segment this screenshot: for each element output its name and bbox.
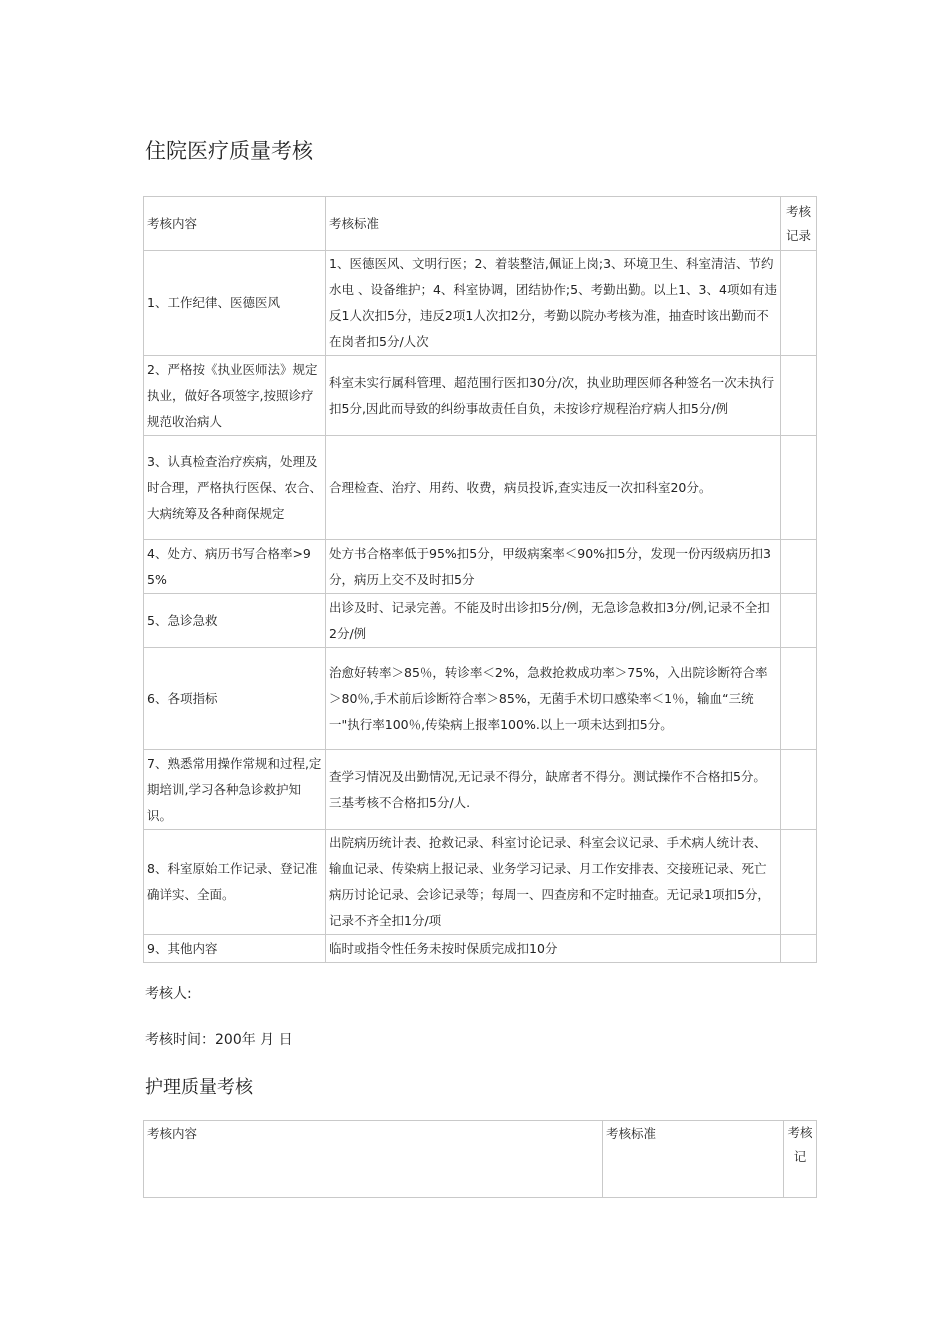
table-row — [144, 540, 817, 594]
row-standard: 处方书合格率低于95%扣5分，甲级病案率＜90%扣5分，发现一份丙级病历扣3分，病历上交不及时扣5分 — [326, 540, 781, 594]
table-row — [144, 648, 817, 750]
row-content: 4、处方、病历书写合格率>95% — [144, 540, 326, 594]
header-content: 考核内容 — [144, 197, 326, 251]
table-row — [144, 594, 817, 648]
row-content: 8、科室原始工作记录、登记准确详实、全面。 — [144, 830, 326, 935]
row-content: 6、各项指标 — [144, 648, 326, 750]
table-row — [144, 750, 817, 830]
row-standard: 查学习情况及出勤情况,无记录不得分，缺席者不得分。测试操作不合格扣5分。三基考核不合格扣5分/人. — [326, 750, 781, 830]
section1-title: 住院医疗质量考核 — [145, 139, 313, 163]
table-row — [144, 436, 817, 540]
table-row — [144, 830, 817, 935]
row-record — [781, 356, 817, 436]
row-standard: 1、医德医风、文明行医；2、着装整洁,佩证上岗;3、环境卫生、科室清洁、节约水电 、设备维护；4、科室协调，团结协作;5、考勤出勤。以上1、3、4项如有违反1人次扣5分，违反2项1人次扣2分，考勤以院办考核为准，抽查时该出勤而不在岗者扣5分/人次 — [326, 251, 781, 356]
nursing-quality-table — [143, 1120, 817, 1198]
row-standard: 治愈好转率＞85％，转诊率＜2%，急救抢救成功率＞75%，入出院诊断符合率＞80％,手术前后诊断符合率＞85%，无菌手术切口感染率＜1％，输血“三统一"执行率100％,传染病上报率100%.以上一项未达到扣5分。 — [326, 648, 781, 750]
row-record — [781, 594, 817, 648]
row-record — [781, 935, 817, 963]
row-content: 2、严格按《执业医师法》规定执业，做好各项签字,按照诊疗规范收治病人 — [144, 356, 326, 436]
row-content: 1、工作纪律、医德医风 — [144, 251, 326, 356]
row-record — [781, 540, 817, 594]
row-record — [781, 750, 817, 830]
table-row — [144, 356, 817, 436]
row-standard: 出院病历统计表、抢救记录、科室讨论记录、科室会议记录、手术病人统计表、输血记录、传染病上报记录、业务学习记录、月工作安排表、交接班记录、死亡病历讨论记录、会诊记录等；每周一、四查房和不定时抽查。无记录1项扣5分，记录不齐全扣1分/项 — [326, 830, 781, 935]
medical-quality-table — [143, 196, 817, 963]
header-record: 考核记录 — [781, 197, 817, 251]
row-standard: 临时或指令性任务未按时保质完成扣10分 — [326, 935, 781, 963]
section2-title: 护理质量考核 — [145, 1077, 253, 1098]
table-row — [144, 935, 817, 963]
row-standard: 科室未实行属科管理、超范围行医扣30分/次，执业助理医师各种签名一次未执行扣5分,因此而导致的纠纷事故责任自负，未按诊疗规程治疗病人扣5分/例 — [326, 356, 781, 436]
row-record — [781, 251, 817, 356]
table-row — [144, 251, 817, 356]
row-content: 7、熟悉常用操作常规和过程,定期培训,学习各种急诊救护知识。 — [144, 750, 326, 830]
row-content: 9、其他内容 — [144, 935, 326, 963]
header-record: 考核记 — [784, 1121, 817, 1198]
examiner-label: 考核人: — [145, 986, 192, 1002]
row-standard: 合理检查、治疗、用药、收费，病员投诉,查实违反一次扣科室20分。 — [326, 436, 781, 540]
row-standard: 出诊及时、记录完善。不能及时出诊扣5分/例，无急诊急救扣3分/例,记录不全扣2分/例 — [326, 594, 781, 648]
exam-time-label: 考核时间：200年 月 日 — [145, 1032, 293, 1048]
row-record — [781, 648, 817, 750]
row-content: 3、认真检查治疗疾病，处理及时合理，严格执行医保、农合、大病统筹及各种商保规定 — [144, 436, 326, 540]
table-header-row — [144, 1121, 817, 1198]
table-header-row — [144, 197, 817, 251]
row-record — [781, 436, 817, 540]
header-standard: 考核标准 — [326, 197, 781, 251]
header-standard: 考核标准 — [603, 1121, 784, 1198]
header-content: 考核内容 — [144, 1121, 603, 1198]
row-content: 5、急诊急救 — [144, 594, 326, 648]
row-record — [781, 830, 817, 935]
